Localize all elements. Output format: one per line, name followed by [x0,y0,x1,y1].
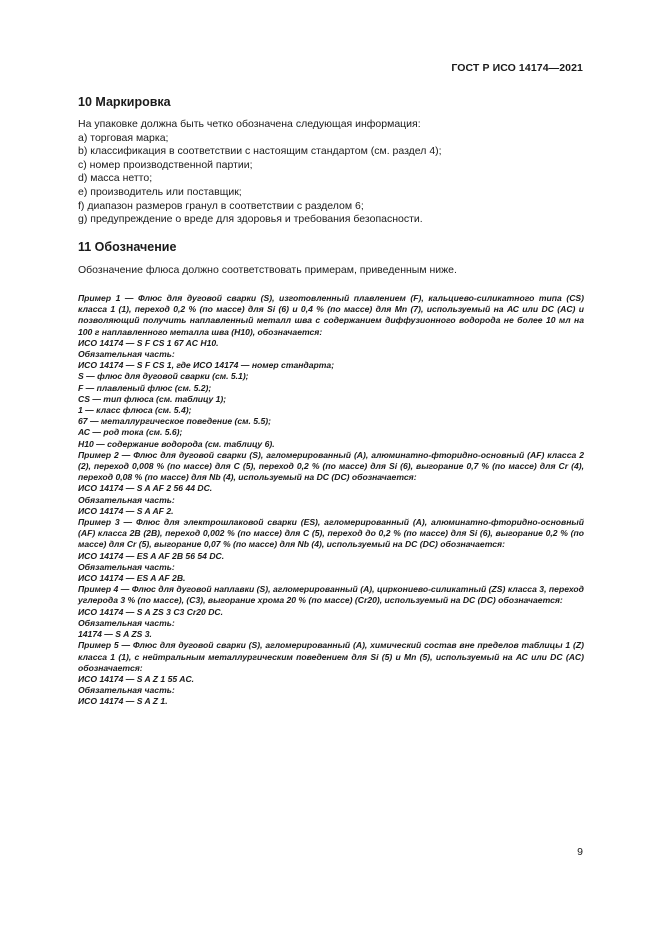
list-item: e) производитель или поставщик; [78,185,242,198]
mandatory-part-label: Обязательная часть: [78,561,175,572]
designation-line: 14174 — S A ZS 3. [78,629,152,640]
standard-header: ГОСТ Р ИСО 14174—2021 [451,62,583,74]
mandatory-part-label: Обязательная часть: [78,685,175,696]
legend-line: F — плавленый флюс (см. 5.2); [78,382,212,393]
legend-line: 1 — класс флюса (см. 5.4); [78,405,192,416]
legend-line: 67 — металлургическое поведение (см. 5.5); [78,416,271,427]
example-5-description: Пример 5 — Флюс для дуговой сварки (S), агломерированный (А), химический состав вне пределов таблицы 1 (Z) класса 1 (1), с нейтральным металлургическим поведением для Si (5) и Mn (5), используемый на АС или DC (AC) обозначается: [78,640,584,673]
legend-line: S — флюс для дуговой сварки (см. 5.1); [78,371,249,382]
example-1-description: Пример 1 — Флюс для дуговой сварки (S), изготовленный плавлением (F), кальциево-силикатного типа (CS) класса 1 (1), переход 0,2 % (по массе) для Si (6) и 0,4 % (по массе) для Mn (7), используемый на АС или DC (AC) и позволяющий получить наплавленный металл шва с содержанием диффузионного водорода не более 10 мл на 100 г наплавленного металла шва (Н10), обозначается: [78,293,584,337]
section-10-title: 10 Маркировка [78,95,171,109]
designation-line: ИСО 14174 — S A ZS 3 C3 Cr20 DC. [78,606,224,617]
section-10-body [78,118,584,227]
designation-line: ИСО 14174 — S F CS 1, где ИСО 14174 — номер стандарта; [78,360,335,371]
designation-line: ИСО 14174 — S A Z 1. [78,696,168,707]
list-item: b) классификация в соответствии с настоящим стандартом (см. раздел 4); [78,145,442,158]
example-4-description: Пример 4 — Флюс для дуговой наплавки (S), агломерированный (А), циркониево-силикатный (ZS) класса 3, переход углерода 3 % (по массе), (С3), выгорание хрома 20 % (по массе) (Cr20), используемый на DC (DC) обозначается: [78,584,584,606]
page-number: 9 [577,846,583,858]
section-11-title: 11 Обозначение [78,240,177,254]
examples-block [78,293,584,708]
list-item: g) предупреждение о вреде для здоровья и требования безопасности. [78,213,423,226]
list-item: d) масса нетто; [78,172,153,185]
designation-line: ИСО 14174 — S A Z 1 55 AC. [78,673,195,684]
designation-line: ИСО 14174 — S A AF 2. [78,505,174,516]
mandatory-part-label: Обязательная часть: [78,494,175,505]
mandatory-part-label: Обязательная часть: [78,349,175,360]
list-item: a) торговая марка; [78,131,169,144]
designation-line: ИСО 14174 — ES A AF 2B. [78,573,186,584]
list-item: f) диапазон размеров гранул в соответствии с разделом 6; [78,199,364,212]
mandatory-part-label: Обязательная часть: [78,617,175,628]
legend-line: CS — тип флюса (см. таблицу 1); [78,393,227,404]
example-3-description: Пример 3 — Флюс для электрошлаковой сварки (ES), агломерированный (А), алюминатно-фторидно-основный (AF) класса 2В (2В), переход 0,002 % (по массе) для С (5), переход до 0,2 % (по массе) для Si (6), выгорание 0,2 % (по массе) для Cr (5), выгорание 0,07 % (по массе) для Nb (4), используемый на DC (DC) обозначается: [78,517,584,550]
designation-line: ИСО 14174 — S F CS 1 67 AC Н10. [78,337,219,348]
section-11-intro-text: Обозначение флюса должно соответствовать примерам, приведенным ниже. [78,264,457,276]
legend-line: Н10 — содержание водорода (см. таблицу 6). [78,438,275,449]
designation-line: ИСО 14174 — ES A AF 2B 56 54 DC. [78,550,225,561]
section-11-intro [78,264,584,278]
designation-line: ИСО 14174 — S A AF 2 56 44 DC. [78,483,213,494]
legend-line: АС — род тока (см. 5.6); [78,427,183,438]
section-10-intro: На упаковке должна быть четко обозначена следующая информация: [78,118,421,130]
example-2-description: Пример 2 — Флюс для дуговой сварки (S), агломерированный (А), алюминатно-фторидно-основный (AF) класса 2 (2), переход 0,008 % (по массе) для С (5), переход 0,2 % (по массе) для Si (6), выгорание 0,7 % (по массе) для Cr (4), переход 0,08 % (по массе) для Nb (4), используемый на DC (DC) обозначается: [78,449,584,483]
list-item: c) номер производственной партии; [78,158,253,171]
